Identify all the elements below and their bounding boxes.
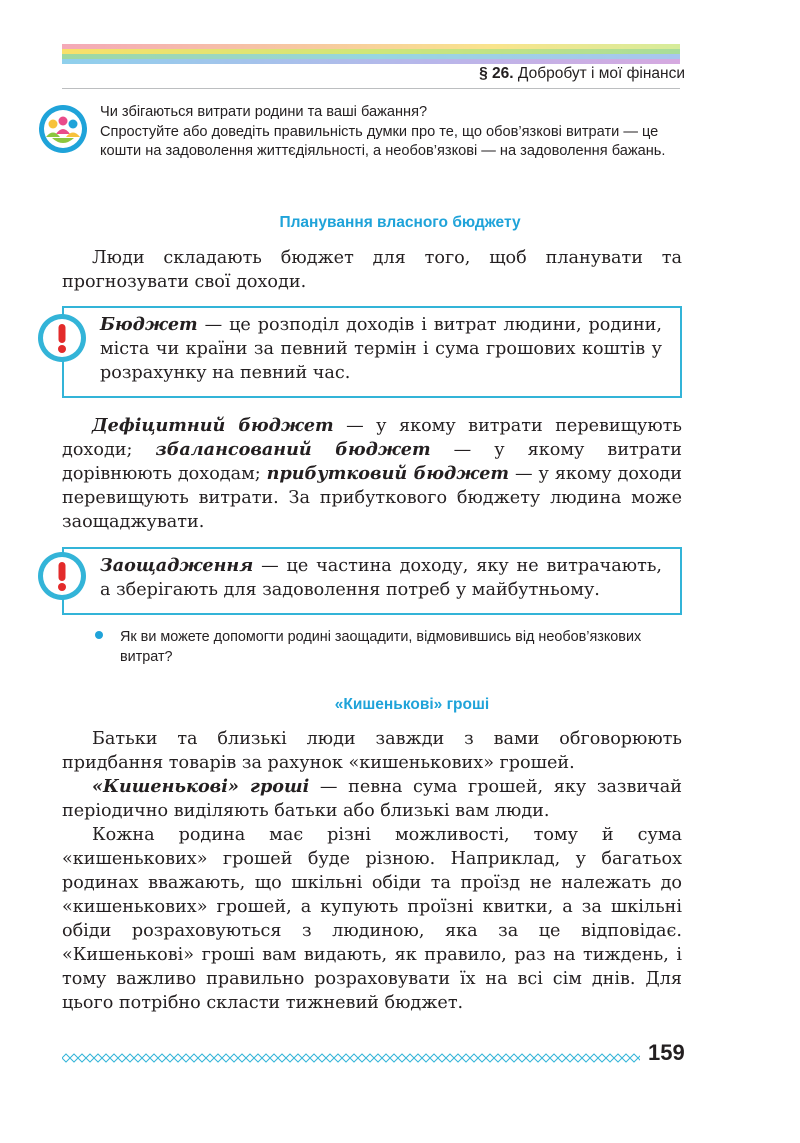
term-deficit-budget: Дефіцитний бюджет xyxy=(92,415,334,436)
exclamation-icon xyxy=(37,313,87,363)
paragraph-text: Батьки та близькі люди завжди з вами обговорюють придбання товарів за рахунок «кишенькових» грошей. xyxy=(62,729,682,773)
section-title: Добробут і мої фінанси xyxy=(517,65,685,82)
text-run: — у якому витрати перевищують доходи; xyxy=(62,416,682,460)
term-balanced-budget: збалансований бюджет xyxy=(155,439,431,460)
definition-body: — це розподіл доходів і витрат людини, родини, міста чи країни за певний термін і сума грошових коштів у розрахунку на певний час. xyxy=(100,315,662,383)
header-divider xyxy=(62,88,680,89)
bullet-question: Як ви можете допомогти родині заощадити, відмовившись від необов’язкових витрат? xyxy=(120,629,642,665)
pocket-money-text xyxy=(62,727,682,1015)
term-pocket-money: «Кишенькові» гроші xyxy=(92,776,310,797)
definition-text-savings xyxy=(100,554,662,602)
paragraph-definition xyxy=(62,775,682,823)
bullet-dot xyxy=(95,631,103,639)
section-heading-budget: Планування власного бюджету xyxy=(279,214,521,231)
footer-wave-ornament xyxy=(62,1050,640,1064)
exclamation-icon xyxy=(37,551,87,601)
paragraph-text: Кожна родина має різні можливості, тому й сума «кишенькових» грошей буде різною. Наприклад, у багатьох родинах вважають, що шкільні обіди та проїзд не належать до «кишенькових» грошей, а купують проїзні квитки, а за шкільні обіди розраховуються з людиною, яка за це відповідає. «Кишенькові» гроші вам видають, як правило, раз на тиждень, і тому важливо правильно розраховувати їх на всі сім днів. Для цього потрібно скласти тижневий бюджет. xyxy=(62,825,682,1013)
group-people-icon xyxy=(38,104,88,154)
intro-line-1: Чи збігаються витрати родини та ваші бажання? xyxy=(100,104,428,120)
budget-types-paragraph xyxy=(62,414,682,534)
running-header xyxy=(479,65,685,83)
text-run: — у якому витрати дорівнюють доходам; xyxy=(62,440,682,484)
term-savings: Заощадження xyxy=(100,555,254,576)
header-color-stripes xyxy=(62,44,680,66)
section-number: § 26. xyxy=(479,65,514,82)
text-run: — у якому доходи перевищують витрати. За прибуткового бюджету людина може заощаджувати. xyxy=(62,464,682,532)
text-run: — певна сума грошей, яку зазвичай періодично виділяють батьки або близькі вам люди. xyxy=(62,777,682,821)
definition-body: — це частина доходу, яку не витрачають, а зберігають для задоволення потреб у майбутньому. xyxy=(100,556,662,600)
term-budget: Бюджет xyxy=(100,314,198,335)
intro-line-2: Спростуйте або доведіть правильність думки про те, що обов’язкові витрати — це кошти на задоволення життєдіяльності, а необов’язкові — на задоволення бажань. xyxy=(100,123,666,159)
page-number: 159 xyxy=(648,1040,685,1065)
paragraph-text: Люди складають бюджет для того, щоб планувати та прогнозувати свої доходи. xyxy=(62,248,682,292)
section-heading-pocket-money: «Кишенькові» гроші xyxy=(334,696,490,713)
definition-text-budget xyxy=(100,313,662,385)
budget-paragraph xyxy=(62,246,682,294)
term-profitable-budget: прибутковий бюджет xyxy=(266,463,510,484)
intro-questions xyxy=(100,103,682,162)
